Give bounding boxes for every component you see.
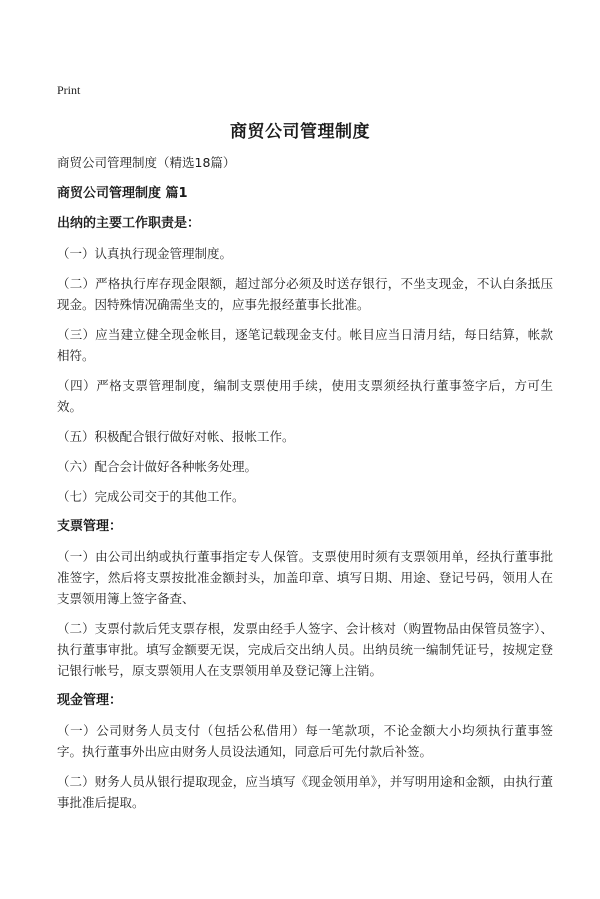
paragraph: （二）严格执行库存现金限额，超过部分必须及时送存银行，不坐支现金，不认白条抵压现金。因特殊情况确需坐支的，应事先报经董事长批准。 [57, 276, 553, 312]
paragraph: （三）应当建立健全现金帐目，逐笔记载现金支付。帐目应当日清月结，每日结算，帐款相符。 [57, 327, 553, 363]
paragraph: （二）支票付款后凭支票存根，发票由经手人签字、会计核对（购置物品由保管员签字）、执行董事审批。填写金额要无误，完成后交出纳人员。出纳员统一编制凭证号，按规定登记银行帐号，原支票领用人在支票领用单及登记簿上注销。 [57, 621, 553, 678]
paragraph: （五）积极配合银行做好对帐、报帐工作。 [57, 429, 295, 444]
print-label: Print [57, 83, 81, 97]
paragraph: （七）完成公司交于的其他工作。 [57, 489, 245, 504]
paragraph: （六）配合会计做好各种帐务处理。 [57, 459, 258, 474]
document-title: 商贸公司管理制度 [230, 122, 370, 142]
section-heading: 支票管理： [57, 519, 123, 534]
section-heading: 出纳的主要工作职责是： [57, 216, 201, 231]
content-blocks [57, 213, 553, 813]
document-subtitle: 商贸公司管理制度（精选18篇） [57, 155, 236, 170]
paragraph: （四）严格支票管理制度，编制支票使用手续，使用支票须经执行董事签字后，方可生效。 [57, 378, 553, 414]
paragraph: （一）由公司出纳或执行董事指定专人保管。支票使用时须有支票领用单，经执行董事批准签字，然后将支票按批准金额封头，加盖印章、填写日期、用途、登记号码，领用人在支票领用簿上签字备查、 [57, 549, 553, 606]
section-title: 商贸公司管理制度 篇1 [57, 186, 188, 201]
paragraph: （一）公司财务人员支付（包括公私借用）每一笔款项，不论金额大小均须执行董事签字。执行董事外出应由财务人员设法通知，同意后可先付款后补签。 [57, 723, 553, 759]
section-heading: 现金管理： [57, 693, 123, 708]
paragraph: （二）财务人员从银行提取现金，应当填写《现金领用单》，并写明用途和金额，由执行董事批准后提取。 [57, 774, 553, 810]
paragraph: （一）认真执行现金管理制度。 [57, 246, 233, 261]
document-body [57, 152, 553, 822]
